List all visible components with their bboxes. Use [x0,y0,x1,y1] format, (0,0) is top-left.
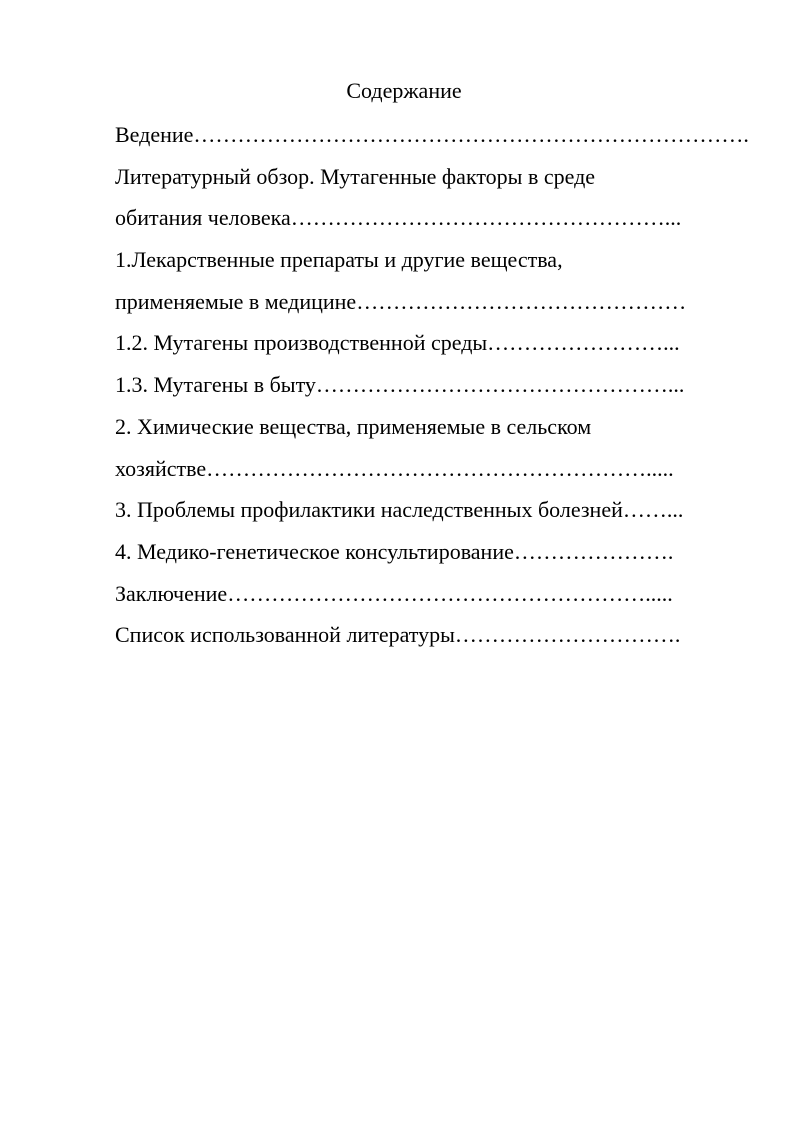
toc-entry-medicines-line-2: применяемые в медицине……………………………………… [115,288,687,314]
toc-entry-literature-review-line-2: обитания человека……………………………………………... [115,205,682,231]
toc-entry-literature-review-line-1: Литературный обзор. Мутагенные факторы в среде [115,163,596,189]
toc-entry-genetic-counseling: 4. Медико-генетическое консультирование…………………. [115,538,674,564]
page-title: Содержание [346,78,462,103]
toc-entry-industrial-mutagens: 1.2. Мутагены производственной среды……………………... [115,330,680,356]
toc-entry-conclusion: Заключение…………………………………………………..... [115,580,673,606]
toc-entry-introduction: Ведение…………………………………………………………………. [115,122,749,147]
toc-entry-agricultural-chemicals-line-1: 2. Химические вещества, применяемые в сельском [115,413,592,439]
toc-entry-agricultural-chemicals-line-2: хозяйстве……………………………………………………..... [115,455,674,481]
table-of-contents [115,120,755,662]
toc-entry-references: Список использованной литературы…………………………. [115,622,681,648]
toc-entry-household-mutagens: 1.3. Мутагены в быту…………………………………………... [115,372,685,398]
toc-entry-prevention-problems: 3. Проблемы профилактики наследственных болезней……... [115,497,684,523]
toc-entry-medicines-line-1: 1.Лекарственные препараты и другие вещества, [115,247,563,273]
